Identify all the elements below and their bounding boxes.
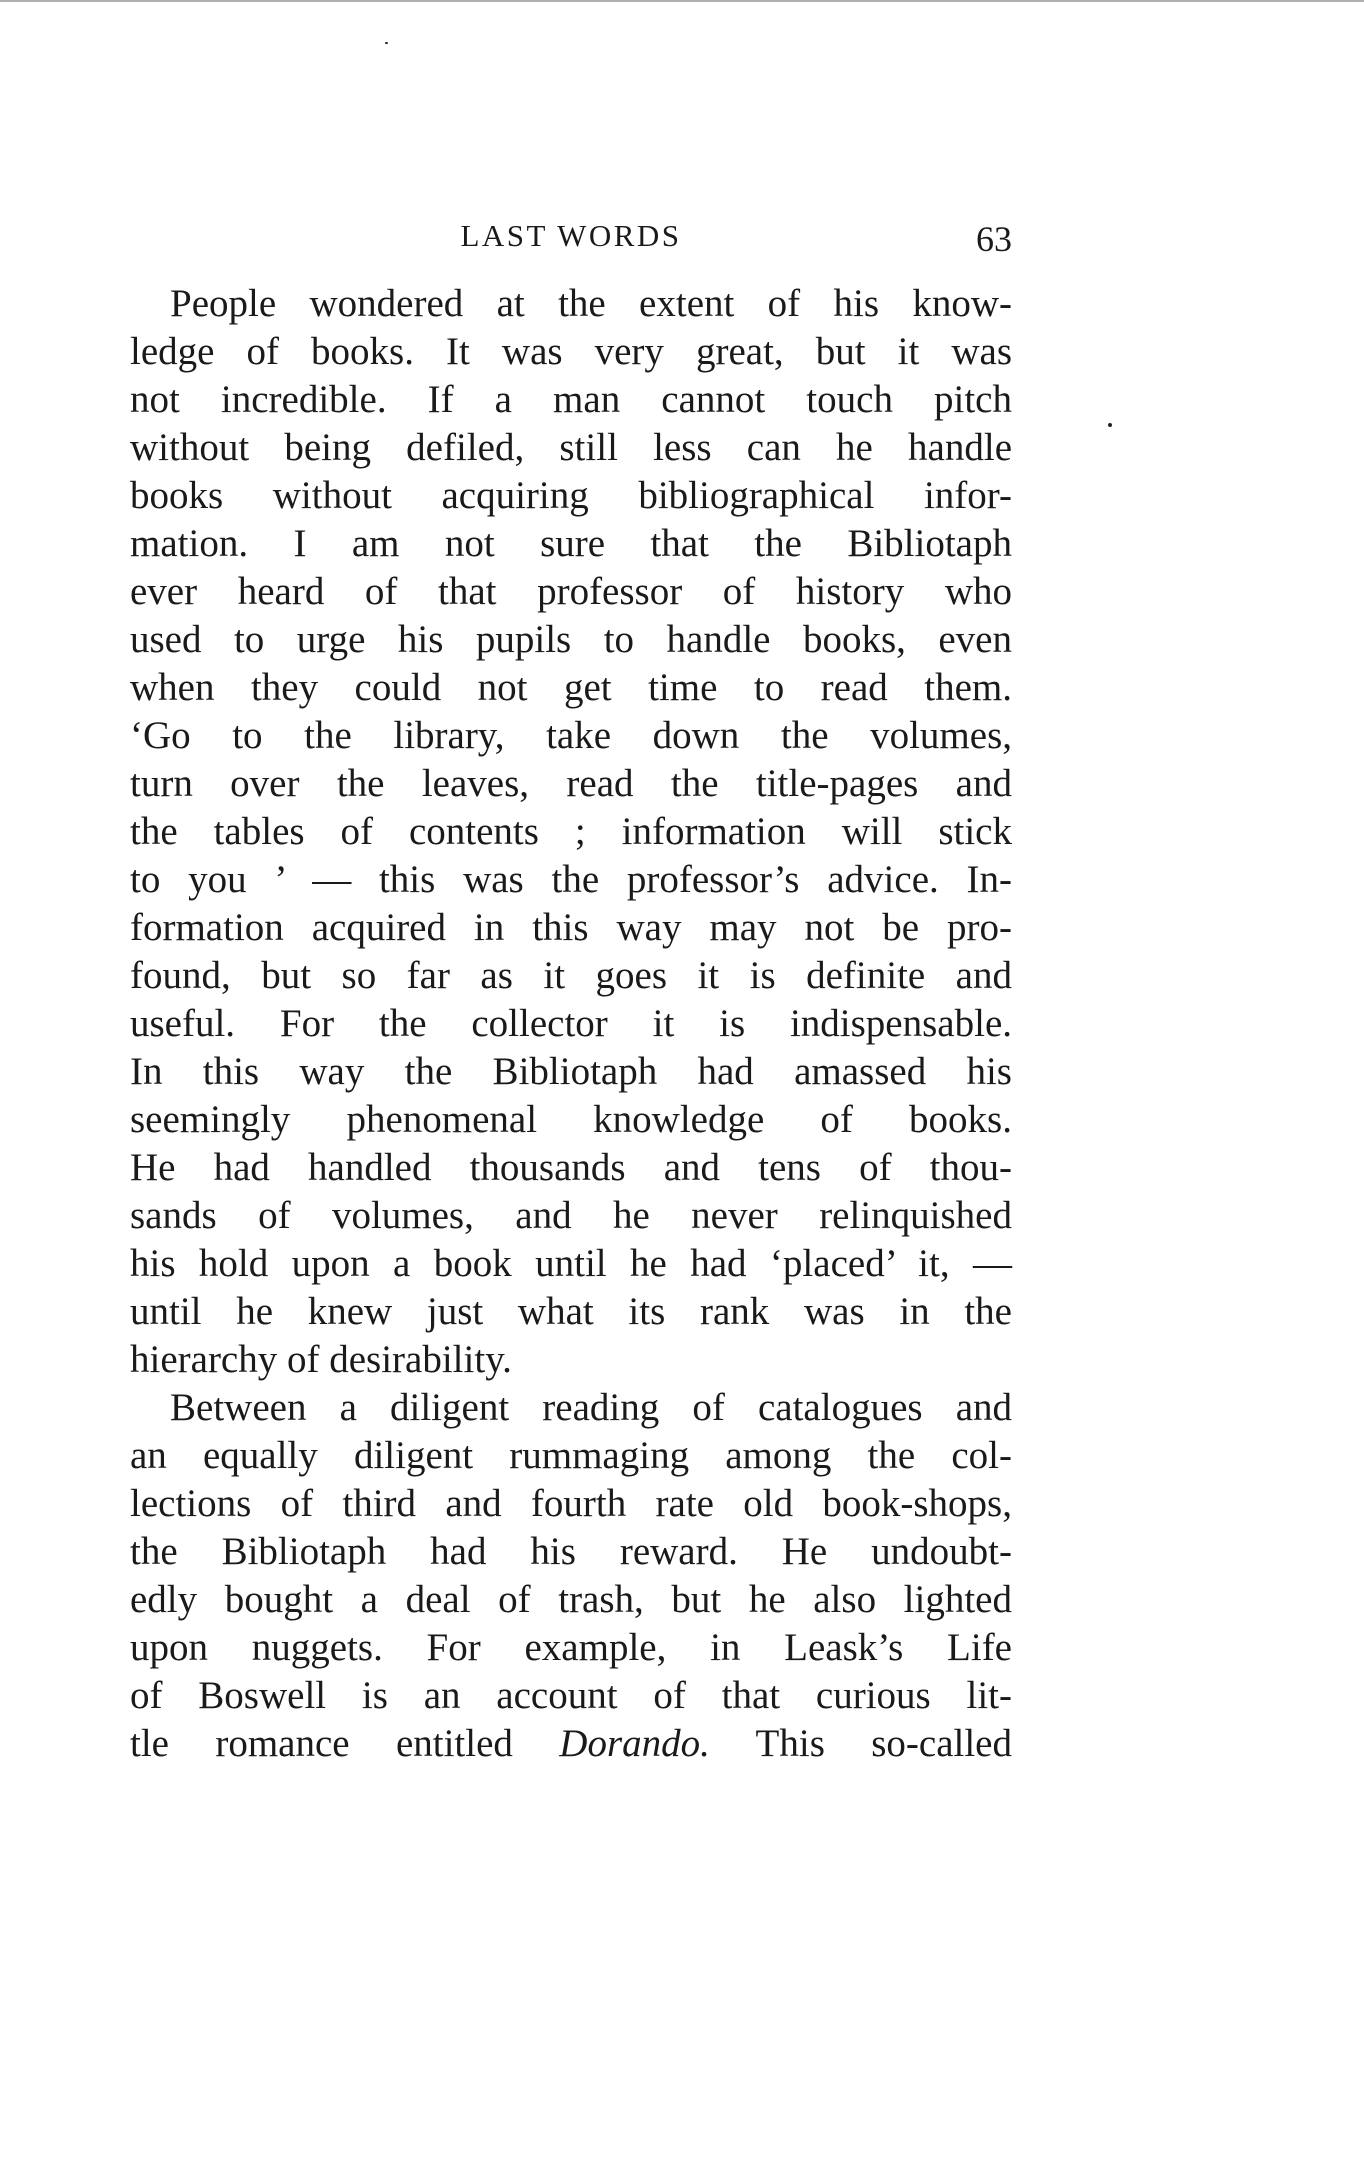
text-line: hierarchy of desirability. (130, 1338, 512, 1381)
text-line: He had handled thousands and tens of thou- (130, 1146, 1012, 1189)
text-line: the tables of contents ; information will stick (130, 810, 1012, 853)
text-line: found, but so far as it goes it is definite and (130, 954, 1012, 997)
text-line: when they could not get time to read them. (130, 666, 1012, 709)
text-line: the Bibliotaph had his reward. He undoubt- (130, 1530, 1012, 1573)
text-line: turn over the leaves, read the title-pages and (130, 762, 1012, 805)
body-text (130, 280, 1012, 1768)
text-line: In this way the Bibliotaph had amassed his (130, 1050, 1012, 1093)
text-line: used to urge his pupils to handle books, even (130, 618, 1012, 661)
text-line: an equally diligent rummaging among the col- (130, 1434, 1012, 1477)
text-line: useful. For the collector it is indispensable. (130, 1002, 1012, 1045)
text-line: ledge of books. It was very great, but it was (130, 330, 1012, 373)
print-speck (385, 42, 388, 44)
text-line: upon nuggets. For example, in Leask’s Life (130, 1626, 1012, 1669)
paragraph (130, 280, 1012, 1384)
text-line (130, 1720, 1012, 1768)
text-line: not incredible. If a man cannot touch pitch (130, 378, 1012, 421)
text-line: until he knew just what its rank was in the (130, 1290, 1012, 1333)
text-run: This so-called (709, 1722, 1012, 1765)
text-line: without being defiled, still less can he handle (130, 426, 1012, 469)
text-line: mation. I am not sure that the Bibliotaph (130, 522, 1012, 565)
text-line: books without acquiring bibliographical infor- (130, 474, 1012, 517)
text-line: sands of volumes, and he never relinquished (130, 1194, 1012, 1237)
print-speck (1108, 423, 1112, 427)
text-run: tle romance entitled (130, 1722, 560, 1765)
page-header (130, 218, 1012, 258)
text-line: seemingly phenomenal knowledge of books. (130, 1098, 1012, 1141)
text-line: formation acquired in this way may not be pro- (130, 906, 1012, 949)
text-line: of Boswell is an account of that curious lit- (130, 1674, 1012, 1717)
page-edge-shadow (0, 0, 1364, 2)
text-line: Between a diligent reading of catalogues and (170, 1386, 1012, 1429)
book-title: Dorando. (559, 1722, 710, 1765)
text-line: lections of third and fourth rate old book-shops, (130, 1482, 1012, 1525)
text-line: to you ’ — this was the professor’s advice. In- (130, 858, 1012, 901)
text-line: edly bought a deal of trash, but he also lighted (130, 1578, 1012, 1621)
running-head: LAST WORDS (460, 218, 682, 253)
text-line: his hold upon a book until he had ‘placed’ it, — (130, 1242, 1012, 1285)
text-line: ever heard of that professor of history who (130, 570, 1012, 613)
page-number: 63 (976, 219, 1012, 259)
paragraph (130, 1384, 1012, 1768)
text-line: People wondered at the extent of his know- (170, 282, 1012, 325)
text-line: ‘Go to the library, take down the volumes, (130, 714, 1012, 757)
